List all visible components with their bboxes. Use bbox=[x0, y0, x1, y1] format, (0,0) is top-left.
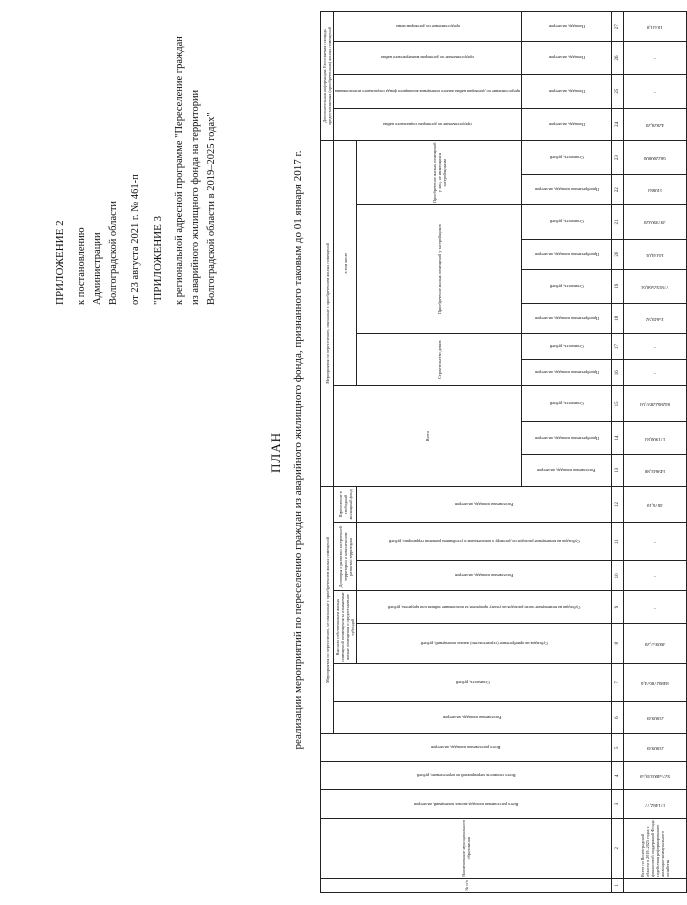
cell-value: - bbox=[654, 539, 656, 545]
hdr-nr-area: Расселяемая площадь, кв.метров bbox=[443, 715, 502, 721]
hdr-total-area: Всего расселяемая площадь жилых помещений, кв.метров bbox=[413, 801, 519, 807]
administration-line: Администрации bbox=[92, 232, 103, 305]
column-number: 21 bbox=[612, 205, 624, 239]
table-cell bbox=[624, 269, 687, 303]
hdr-tenant-area: Площадь, кв.метров bbox=[548, 88, 585, 94]
cell-value: 8480278674,6 bbox=[641, 679, 669, 685]
cell-value: - bbox=[654, 370, 656, 376]
hdr-t-cost: Стоимость, рублей bbox=[549, 401, 584, 407]
column-number: 5 bbox=[612, 734, 624, 762]
table-cell bbox=[624, 454, 687, 486]
column-number: 12 bbox=[612, 486, 624, 522]
row-num bbox=[624, 878, 687, 892]
column-number: 14 bbox=[612, 422, 624, 454]
cell-value: 171900,83 bbox=[644, 435, 666, 441]
column-number: 22 bbox=[612, 175, 624, 205]
column-number: 24 bbox=[612, 108, 624, 140]
cell-value: 110683 bbox=[648, 187, 663, 193]
cell-value: 360957,20 bbox=[644, 640, 666, 646]
hdr-free-area: Расселяемая площадь, кв.метров bbox=[454, 501, 514, 507]
cell-value: 149641,88 bbox=[644, 467, 666, 473]
hdr-build-cost: Стоимость, рублей bbox=[549, 344, 584, 350]
hdr-num: № п/п bbox=[321, 878, 612, 892]
cell-value: - bbox=[654, 88, 656, 94]
hdr-sub-purchase: Субсидия на приобретение (строительство) жилых помещений, рублей bbox=[420, 640, 548, 646]
column-number: 8 bbox=[612, 623, 624, 663]
hdr-payment: Выплата собственникам жилых помещений возмещения за изымаемые жилые помещения и предоставление субсидий bbox=[335, 592, 355, 662]
plan-subtitle: реализации мероприятий по переселению граждан из аварийного жилищного фонда, признанного таковым до 01 января 2017 г. bbox=[292, 150, 304, 750]
cell-value: 602200000 bbox=[644, 155, 666, 161]
cell-value: 778192568,61 bbox=[641, 283, 669, 289]
column-number: 17 bbox=[612, 334, 624, 360]
hdr-tenant-h: предоставление по договорам найма жилого помещения жилищного фонда социального использования bbox=[335, 88, 521, 94]
cell-value: - bbox=[654, 573, 656, 579]
table-cell bbox=[624, 422, 687, 454]
column-number: 6 bbox=[612, 702, 624, 734]
column-number: 1 bbox=[612, 878, 624, 892]
appendix3-label: "ПРИЛОЖЕНИЕ 3 bbox=[152, 215, 164, 305]
column-number: 26 bbox=[612, 42, 624, 74]
column-number: 9 bbox=[612, 591, 624, 623]
table-cell bbox=[624, 702, 687, 734]
table-cell bbox=[624, 591, 687, 623]
hdr-com-h: предоставление по договорам коммерческого найма bbox=[381, 55, 474, 61]
hdr-other-acq: Приобретаемая площадь, кв.метров bbox=[534, 187, 599, 193]
column-number: 4 bbox=[612, 762, 624, 790]
column-number: 3 bbox=[612, 790, 624, 818]
column-numbers-row bbox=[612, 12, 624, 893]
hdr-incl: в том числе bbox=[334, 140, 357, 385]
cell-value: 2180939 bbox=[646, 745, 664, 751]
cell-value: 8428622897,03 bbox=[640, 401, 671, 407]
date-number-line: от 23 августа 2021 г. № 461-п bbox=[130, 174, 141, 305]
table-cell bbox=[624, 561, 687, 591]
resolution-line: к постановлению bbox=[76, 227, 87, 305]
hdr-social-area: Площадь, кв.метров bbox=[548, 121, 585, 127]
cell-value: 397990320 bbox=[644, 219, 666, 225]
cell-value: - bbox=[654, 344, 656, 350]
hdr-com-area: Площадь, кв.метров bbox=[548, 55, 585, 61]
hdr-municipality: Наименование муниципального образования bbox=[321, 818, 612, 878]
hdr-free: Переселение в свободный жилищный фонд bbox=[334, 486, 357, 522]
table-cell bbox=[624, 108, 687, 140]
table-cell bbox=[624, 360, 687, 386]
table-cell bbox=[624, 303, 687, 333]
cell-value: 2180939 bbox=[646, 715, 664, 721]
cell-value: - bbox=[654, 604, 656, 610]
cell-value: - bbox=[654, 55, 656, 61]
cell-value: 42028,20 bbox=[646, 121, 665, 127]
program-line-1: к региональной адресной программе "Переселение граждан bbox=[174, 36, 185, 305]
table-cell bbox=[624, 239, 687, 269]
table-cell bbox=[624, 74, 687, 108]
hdr-other-cost: Стоимость, рублей bbox=[549, 155, 584, 161]
hdr-nr-cost: Стоимость, рублей bbox=[455, 679, 490, 685]
document-header bbox=[52, 5, 220, 305]
hdr-built-cost: Стоимость, рублей bbox=[549, 219, 584, 225]
hdr-acq-other: Приобретение жилых помещений у лиц, не являющихся застройщиками bbox=[357, 140, 522, 204]
table-cell bbox=[624, 334, 687, 360]
column-number: 10 bbox=[612, 561, 624, 591]
table-row bbox=[624, 12, 687, 893]
column-number: 15 bbox=[612, 386, 624, 422]
hdr-t-area: Расселяемая площадь, кв.метров bbox=[537, 467, 596, 473]
table-cell bbox=[624, 523, 687, 561]
column-number: 19 bbox=[612, 269, 624, 303]
hdr-sale-area: Площадь, кв.метров bbox=[548, 24, 585, 30]
table-cell bbox=[624, 623, 687, 663]
hdr-acq-new: Приобретение жилых помещений у застройщиков bbox=[357, 205, 522, 334]
hdr-dev: Договоры о развитии застроенной территории и комплексном развитии территории bbox=[334, 523, 357, 591]
plan-table bbox=[320, 11, 687, 893]
table-cell bbox=[624, 663, 687, 701]
hdr-related: Мероприятия по переселению, связанные с приобретением жилых помещений bbox=[321, 140, 334, 486]
cell-value: 4676,10 bbox=[647, 501, 663, 507]
hdr-dev-area: Расселяемая площадь, кв.метров bbox=[454, 573, 514, 579]
table-cell bbox=[624, 762, 687, 790]
column-number: 23 bbox=[612, 140, 624, 174]
hdr-social-h: предоставление по договорам социального найма bbox=[383, 121, 472, 127]
cell-value: 14334,01 bbox=[646, 251, 665, 257]
hdr-sale-h: предоставление по договорам мены bbox=[395, 24, 460, 30]
appendix-label: ПРИЛОЖЕНИЕ 2 bbox=[54, 220, 66, 305]
column-number: 16 bbox=[612, 360, 624, 386]
hdr-build: Строительство домов bbox=[357, 334, 522, 386]
cell-value: 9275400339,59 bbox=[640, 773, 671, 779]
cell-value: 10331,8 bbox=[647, 24, 663, 30]
cell-value: 171482,77 bbox=[644, 801, 666, 807]
column-number: 13 bbox=[612, 454, 624, 486]
hdr-total-resettled-area: Всего расселяемая площадь, кв.метров bbox=[431, 745, 501, 751]
hdr-dev-sub: Субсидия на возмещение расходов по договору о комплексном и устойчивом развитии территории, рублей bbox=[388, 539, 580, 545]
table-cell bbox=[624, 790, 687, 818]
table-cell bbox=[624, 12, 687, 42]
column-number: 7 bbox=[612, 663, 624, 701]
program-line-3: Волгоградской области в 2019–2025 годах" bbox=[206, 112, 217, 305]
cell-value: 15649,92 bbox=[646, 315, 665, 321]
program-line-2: из аварийного жилищного фонда на территории bbox=[190, 89, 201, 305]
column-number: 27 bbox=[612, 12, 624, 42]
table-cell bbox=[624, 386, 687, 422]
column-number: 2 bbox=[612, 818, 624, 878]
hdr-total-cost: Всего стоимость мероприятий по переселению, рублей bbox=[416, 773, 516, 779]
table-cell bbox=[624, 140, 687, 174]
hdr-under-cost: Стоимость, рублей bbox=[549, 283, 584, 289]
hdr-not-related: Мероприятия по переселению, не связанные с приобретением жилых помещений bbox=[321, 486, 334, 733]
column-number: 11 bbox=[612, 523, 624, 561]
column-number: 18 bbox=[612, 303, 624, 333]
column-number: 25 bbox=[612, 74, 624, 108]
column-number: 20 bbox=[612, 239, 624, 269]
hdr-built-acq: Приобретаемая площадь, кв.метров bbox=[534, 251, 599, 257]
hdr-under-acq: Приобретаемая площадь, кв.метров bbox=[534, 315, 599, 321]
hdr-sub-part: Субсидия на возмещение части расходов на уплату процентов за пользование займом или кредитом, рублей bbox=[387, 604, 581, 610]
hdr-build-acq: Приобретаемая площадь, кв.метров bbox=[534, 370, 599, 376]
hdr-t-acq: Приобретаемая площадь, кв.метров bbox=[534, 435, 599, 441]
table-cell bbox=[624, 205, 687, 239]
table-cell bbox=[624, 175, 687, 205]
table-cell bbox=[624, 734, 687, 762]
plan-title: ПЛАН bbox=[268, 432, 283, 473]
hdr-reserve: Дополнительная информация: Расселяемая площадь предоставляемых (приобретенных) жилых помещений bbox=[321, 12, 334, 141]
table-cell bbox=[624, 42, 687, 74]
region-line: Волгоградской области bbox=[108, 200, 119, 305]
table-cell bbox=[624, 486, 687, 522]
hdr-total: Всего bbox=[334, 386, 522, 487]
row-name: Всего по Волгоградской области в 2019–2025 годах с финансовой поддержкой Фонда содействия реформированию жилищно-коммунального хозяйства bbox=[624, 818, 687, 878]
